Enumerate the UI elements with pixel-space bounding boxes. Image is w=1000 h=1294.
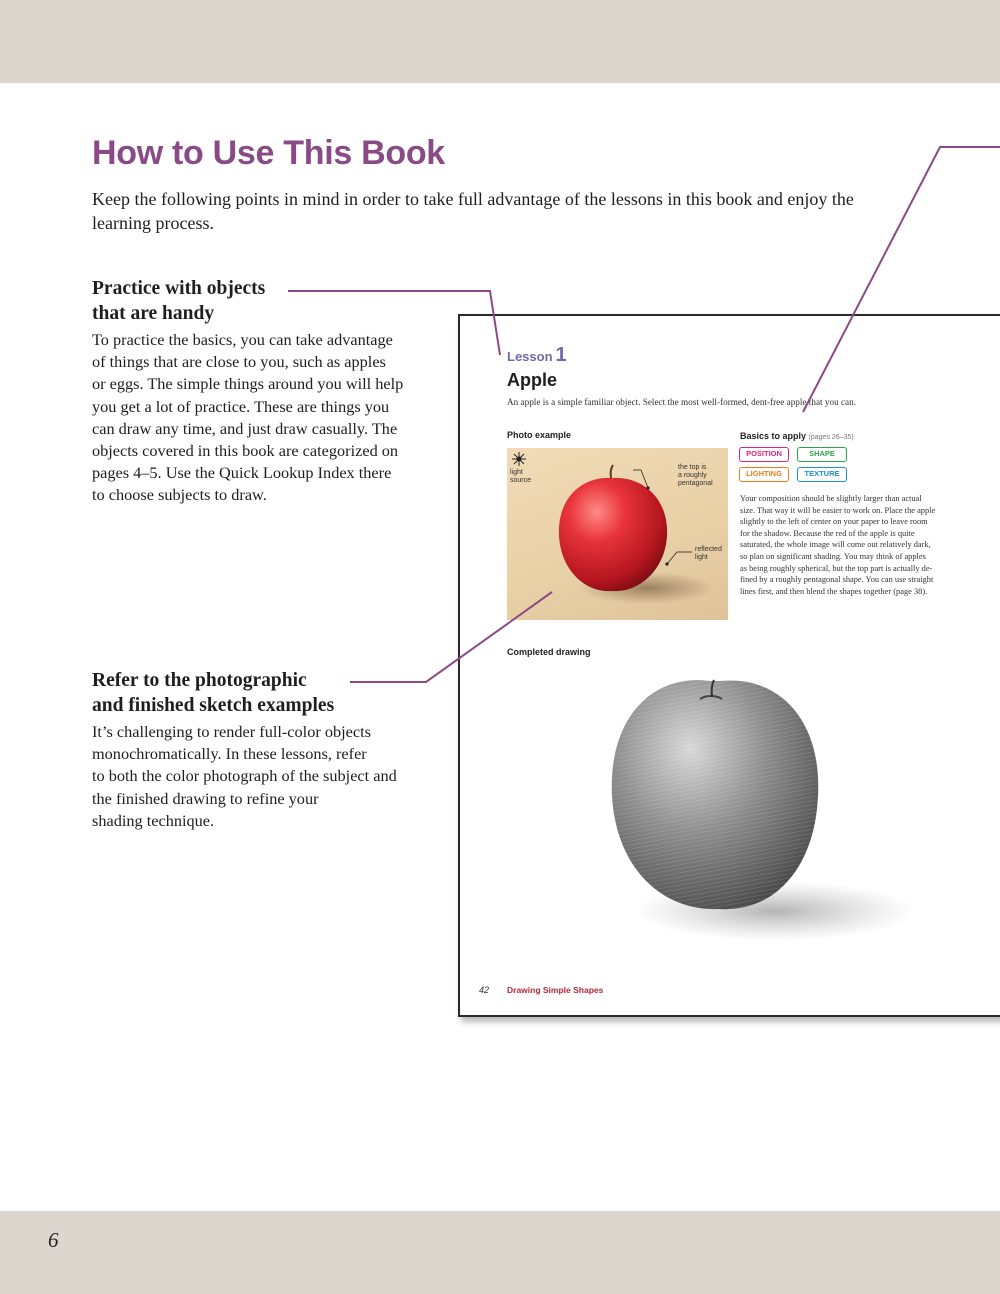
- page-title: How to Use This Book: [92, 134, 445, 172]
- label-line: light: [510, 469, 523, 476]
- text-line: saturated, the whole image will come out relatively dark,: [740, 540, 931, 550]
- bottom-band: [0, 1211, 1000, 1294]
- label-line: pentagonal: [678, 480, 713, 487]
- folio-number: 42: [479, 985, 490, 995]
- lesson-word: Lesson: [507, 349, 553, 364]
- body-line: shading technique.: [92, 810, 215, 830]
- tag-shape: SHAPE: [797, 447, 847, 462]
- text-line: so plan on significant shading. You may think of apples: [740, 551, 926, 561]
- basics-pages-ref: (pages 26–35): [808, 434, 854, 441]
- section-body-refer: [92, 721, 422, 832]
- heading-line: Refer to the photographic: [92, 670, 307, 691]
- basics-heading: [740, 431, 854, 441]
- lesson-body-text: [740, 493, 955, 597]
- tag-position: POSITION: [739, 447, 789, 462]
- heading-line: and finished sketch examples: [92, 695, 335, 716]
- photo-example-heading: Photo example: [507, 430, 572, 440]
- lesson-number: 1: [555, 344, 567, 366]
- body-line: It’s challenging to render full-color objects: [92, 722, 371, 741]
- heading-line: that are handy: [92, 303, 215, 324]
- label-light-source: [510, 469, 531, 485]
- body-line: you get a lot of practice. These are things you: [92, 396, 390, 416]
- label-line: a roughly: [678, 472, 707, 479]
- body-line: or eggs. The simple things around you will help: [92, 374, 404, 394]
- label-line: light: [695, 554, 708, 561]
- body-line: the finished drawing to refine your: [92, 788, 319, 808]
- section-heading-practice: [92, 276, 372, 326]
- section-body-practice: [92, 329, 422, 507]
- basics-heading-text: Basics to apply: [740, 431, 807, 441]
- top-band: [0, 0, 1000, 83]
- label-line: source: [510, 477, 532, 484]
- tag-lighting: LIGHTING: [739, 467, 789, 482]
- heading-line: Practice with objects: [92, 278, 266, 299]
- body-line: to choose subjects to draw.: [92, 485, 267, 505]
- text-line: slightly to the left of center on your paper to leave room: [740, 517, 928, 527]
- folio-title: Drawing Simple Shapes: [507, 985, 604, 995]
- section-heading-refer: [92, 668, 412, 718]
- lesson-label: [507, 344, 567, 367]
- body-line: monochromatically. In these lessons, refer: [92, 744, 367, 764]
- body-line: pages 4–5. Use the Quick Lookup Index there: [92, 463, 392, 483]
- body-line: to both the color photograph of the subject and: [92, 766, 397, 786]
- text-line: as being roughly spherical, but the top part is actually de-: [740, 563, 933, 573]
- text-line: fined by a roughly pentagonal shape. You can use straight: [740, 575, 934, 585]
- body-line: To practice the basics, you can take advantage: [92, 330, 393, 349]
- apple-photo: [507, 448, 728, 620]
- tag-texture: TEXTURE: [797, 467, 847, 482]
- body-line: can draw any time, and just draw casually. The: [92, 418, 398, 438]
- text-line: lines first, and then blend the shapes together (page 38).: [740, 586, 928, 596]
- body-line: of things that are close to you, such as apples: [92, 352, 386, 372]
- lesson-spread-preview: [458, 314, 1000, 1017]
- lesson-description: An apple is a simple familiar object. Select the most well-formed, dent-free apple that you can.: [507, 397, 857, 407]
- text-line: for the shadow. Because the red of the apple is quite: [740, 528, 915, 538]
- label-top-pentagonal: [678, 464, 713, 488]
- label-line: reflected: [695, 546, 722, 553]
- label-reflected-light: [695, 546, 722, 562]
- page-number: 6: [48, 1228, 59, 1252]
- text-line: Your composition should be slightly larger than actual: [740, 494, 922, 503]
- body-line: objects covered in this book are categorized on: [92, 441, 399, 461]
- lesson-title: Apple: [507, 370, 558, 390]
- apple-sketch: [590, 661, 920, 956]
- label-line: the top is: [678, 464, 707, 471]
- completed-drawing-heading: Completed drawing: [507, 647, 591, 657]
- intro-paragraph: Keep the following points in mind in order to take full advantage of the lessons in this book and enjoy the learning process.: [92, 189, 854, 233]
- light-source-icon: [512, 452, 526, 466]
- text-line: size. That way it will be easier to work on. Place the apple: [740, 505, 936, 515]
- apple-sketch-illustration: [590, 661, 920, 956]
- lesson-spread-content: [460, 316, 1000, 1017]
